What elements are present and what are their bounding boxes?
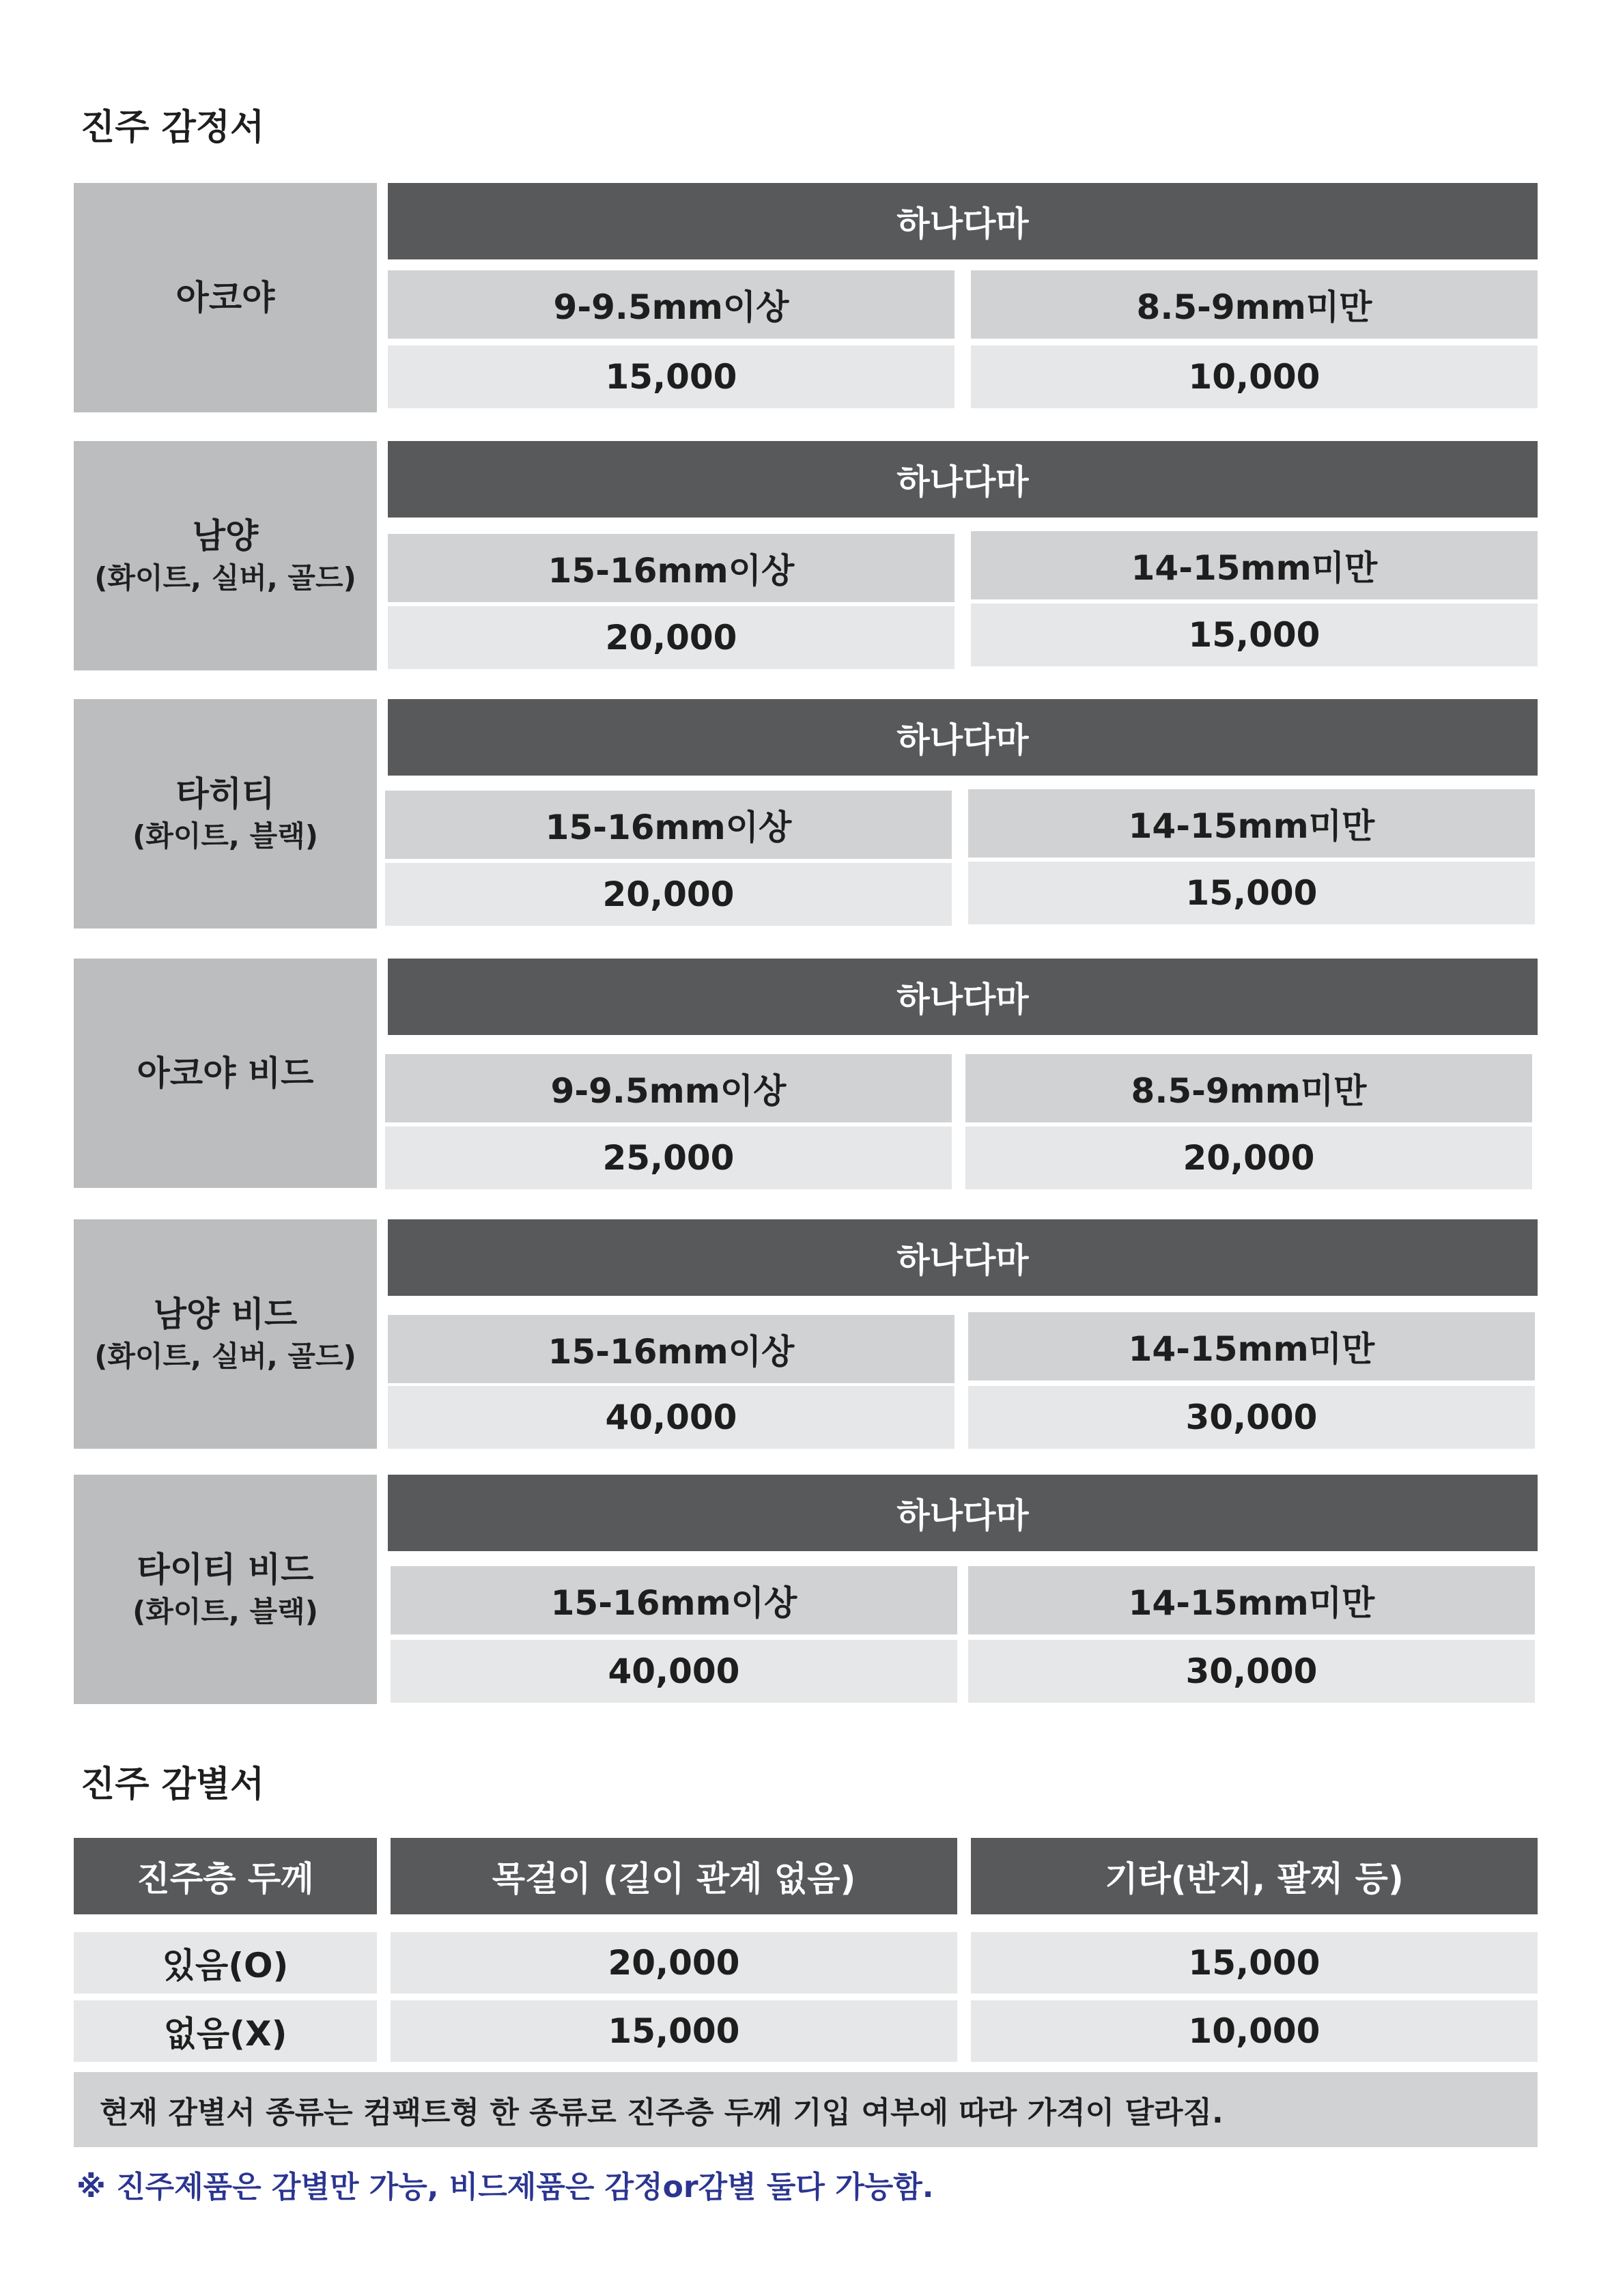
size-cell-b: 8.5-9mm미만 <box>971 270 1538 339</box>
size-cell-b: 14-15mm미만 <box>968 789 1535 858</box>
size-cell-a: 15-16mm이상 <box>391 1566 957 1634</box>
category-name: 아코야 <box>175 278 275 317</box>
note-banner: 현재 감별서 종류는 컴팩트형 한 종류로 진주층 두께 기입 여부에 따라 가격이 달라짐. <box>74 2072 1538 2147</box>
grade-header: 하나다마 <box>388 959 1538 1035</box>
category-subtitle: (화이트, 실버, 골드) <box>94 1340 356 1373</box>
category-cell <box>74 959 377 1188</box>
footnote: ※ 진주제품은 감별만 가능, 비드제품은 감정or감별 둘다 가능함. <box>76 2170 934 2205</box>
size-cell-b: 8.5-9mm미만 <box>965 1054 1532 1122</box>
price-cell-b: 10,000 <box>971 345 1538 408</box>
category-cell <box>74 699 377 929</box>
header-other: 기타(반지, 팔찌 등) <box>971 1838 1538 1914</box>
other-price: 10,000 <box>971 2000 1538 2062</box>
category-cell <box>74 1219 377 1449</box>
header-necklace: 목걸이 (길이 관계 없음) <box>391 1838 957 1914</box>
category-name: 타이티 비드 <box>137 1550 314 1589</box>
other-price: 15,000 <box>971 1932 1538 1994</box>
grade-header: 하나다마 <box>388 1475 1538 1551</box>
price-cell-a: 25,000 <box>385 1126 952 1189</box>
category-subtitle: (화이트, 실버, 골드) <box>94 561 356 595</box>
category-name: 남양 <box>192 516 259 556</box>
price-cell-a: 20,000 <box>388 606 955 669</box>
grade-header: 하나다마 <box>388 183 1538 259</box>
appraisal-title: 진주 감정서 <box>81 107 265 148</box>
price-cell-b: 15,000 <box>971 604 1538 666</box>
price-cell-a: 40,000 <box>391 1640 957 1703</box>
identification-title: 진주 감별서 <box>81 1764 265 1805</box>
size-cell-b: 14-15mm미만 <box>971 531 1538 599</box>
price-cell-a: 20,000 <box>385 863 952 926</box>
price-cell-b: 20,000 <box>965 1126 1532 1189</box>
category-cell <box>74 441 377 670</box>
size-cell-b: 14-15mm미만 <box>968 1566 1535 1634</box>
grade-header: 하나다마 <box>388 441 1538 518</box>
row-label: 있음(O) <box>74 1932 377 1994</box>
grade-header: 하나다마 <box>388 1219 1538 1296</box>
category-name: 남양 비드 <box>153 1294 298 1334</box>
grade-header: 하나다마 <box>388 699 1538 776</box>
category-subtitle: (화이트, 블랙) <box>132 1595 318 1628</box>
size-cell-a: 15-16mm이상 <box>388 534 955 602</box>
size-cell-a: 15-16mm이상 <box>388 1315 955 1383</box>
size-cell-b: 14-15mm미만 <box>968 1312 1535 1380</box>
necklace-price: 15,000 <box>391 2000 957 2062</box>
row-label: 없음(X) <box>74 2000 377 2062</box>
price-cell-b: 30,000 <box>968 1640 1535 1703</box>
category-subtitle: (화이트, 블랙) <box>132 819 318 853</box>
price-cell-b: 15,000 <box>968 862 1535 924</box>
price-cell-b: 30,000 <box>968 1386 1535 1449</box>
category-name: 타히티 <box>175 774 275 814</box>
necklace-price: 20,000 <box>391 1932 957 1994</box>
size-cell-a: 9-9.5mm이상 <box>388 270 955 339</box>
size-cell-a: 9-9.5mm이상 <box>385 1054 952 1122</box>
category-cell <box>74 1475 377 1704</box>
category-cell <box>74 183 377 412</box>
price-cell-a: 15,000 <box>388 345 955 408</box>
category-name: 아코야 비드 <box>137 1053 314 1093</box>
size-cell-a: 15-16mm이상 <box>385 791 952 859</box>
price-cell-a: 40,000 <box>388 1386 955 1449</box>
header-nacre-thickness: 진주층 두께 <box>74 1838 377 1914</box>
